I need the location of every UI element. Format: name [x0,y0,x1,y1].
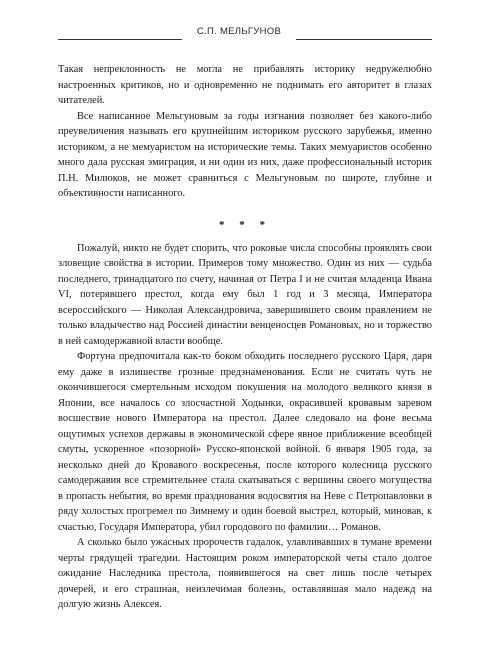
running-title: С.П. МЕЛЬГУНОВ [196,26,282,37]
page-body [58,62,432,613]
paragraph-4: Фортуна предпочитала как-то боком обходить последнего русского Царя, даря ему даже в излишестве грозные предзнаменования. Если не считать чуть не окончившегося смертельным исходом покушения на молодого великого князя в Японии, все началось со злосчастной Ходынки, окрасившей кровавым заревом восшествие нового Императора на престол. Далее следовало на фоне весьма ощутимых успехов державы в экономической сфере явное приближение всеобщей смуты, ускоренное «позорной» Русско-японской войной. 6 января 1905 года, за несколько дней до Кровавого воскресенья, после которого колесница русского самодержавия все стремительнее стала скатываться с вершины своего могущества в пропасть небытия, во время празднования водосвятия на Неве с Петропавловки в ряду холостых прогремел по Зимнему и один боевой выстрел, который, миновав, к счастью, Государя Императора, убил городового по фамилии… Романов. [58,351,432,533]
running-header [58,26,432,40]
paragraph-5: А сколько было ужасных пророчеств гадалок, улавливавших в тумане времени черты грядущей трагедии. Настоящим роком императорской четы стало долгое ожидание Наследника престола, появившегося на свет лишь после четырех дочерей, и его страшная, неизлечимая болезнь, оставлявшая мало надежд на долгую жизнь Алексея. [58,537,432,610]
header-rule-left [58,39,182,40]
paragraph-3: Пожалуй, никто не будет спорить, что роковые числа способны проявлять свои зловещие свойства в истории. Примеров тому множество. Один из них — судьба последнего, тринадцатого по счету, начиная от Петра I и не считая младенца Ивана VI, потерявшего престол, когда ему был 1 год и 3 месяца, Императора всероссийского — Николая Александровича, завершившего своим правлением не только владычество над Россией династии венценосцев Романовых, но и торжество в ней самодержавной власти вообще. [58,242,432,347]
header-rule-right [296,39,432,40]
section-separator: * * * [219,218,271,231]
paragraph-1: Такая непреклонность не могла не прибавлять историку недружелюбно настроенных критиков, но и одновременно не поднимать его авторитет в глазах читателей. [58,64,432,106]
paragraph-2: Все написанное Мельгуновым за годы изгнания позволяет без какого-либо преувеличения называть его крупнейшим историком русского зарубежья, именно историком, а не мемуаристом на исторические темы. Таких мемуаристов особенно много дала русская эмиграция, и ни один из них, даже профессиональный историк П.Н. Милюков, не может сравниться с Мельгуновым по широте, глубине и объективности написанного. [58,110,432,199]
